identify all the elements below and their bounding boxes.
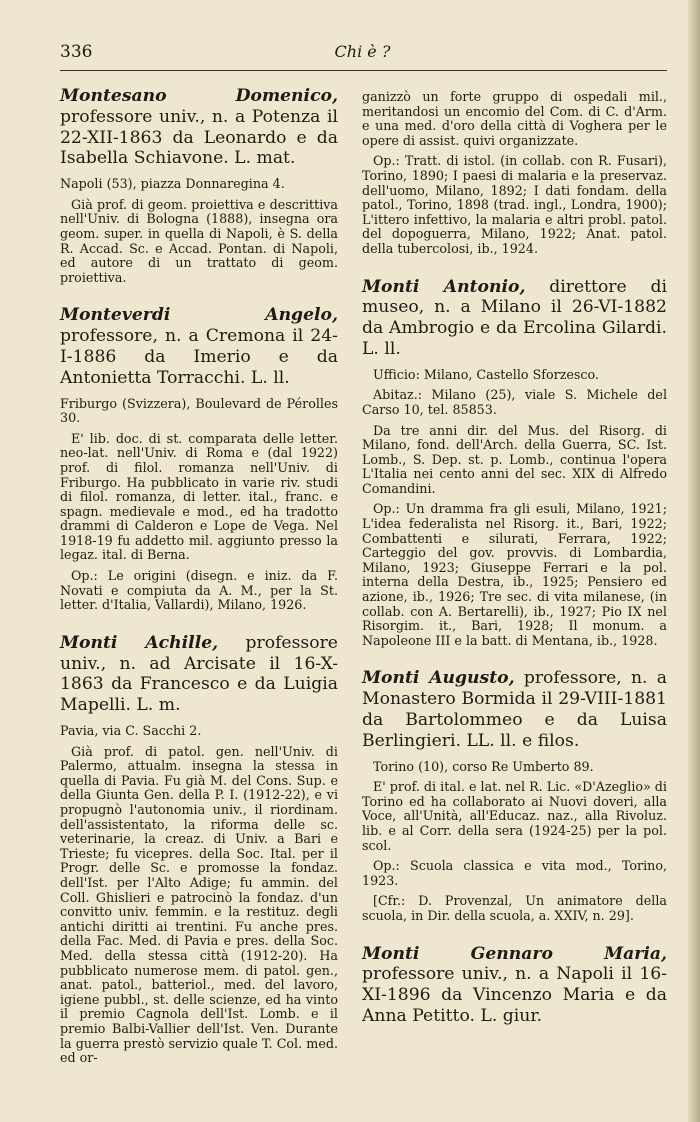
entry [362, 944, 667, 1027]
entry [362, 668, 667, 923]
entry-heading-text: direttore di museo, n. a Milano il 26-VI-1882 da Ambrogio e da Ercolina Gilardi. L. ll. [362, 276, 667, 359]
entry-heading [362, 277, 667, 360]
entry-paragraph: Già prof. di patol. gen. nell'Univ. di Palermo, attualm. insegna la stessa in quella di Pavia. Fu già M. del Cons. Sup. e della Giunta Gen. della P. I. (1912-22), e vi propugnò l'autonomia univ., il riordinam. dell'assistentato, la riforma delle sc. veterinarie, la creaz. di Univ. a Bari e Trieste; fu vicepres. della Soc. Ital. per il Progr. delle Sc. e promosse la fondaz. dell'Ist. per l'Alto Adige; fu ammin. del Coll. Ghislieri e patrocinò la fondaz. d'un convitto univ. femmin. e la restituz. degli antichi diritti ai trentini. Fu anche pres. della Fac. Med. di Pavia e pres. della Soc. Med. della stessa città (1912-20). Ha pubblicato numerose mem. di patol. gen., anat. patol., batteriol., med. del lavoro, igiene pubbl., st. delle scienze, ed ha vinto il premio Cagnola dell'Ist. Lomb. e il premio Balbi-Vallier dell'Ist. Ven. Durante la guerra prestò servizio quale T. Col. med. ed or- [60, 743, 338, 1066]
entry-paragraph: E' lib. doc. di st. comparata delle letter. neo-lat. nell'Univ. di Roma e (dal 1922) prof. di filol. romanza nell'Univ. di Friburgo. Ha pubblicato in varie riv. studi di filol. romanza, di letter. ital., franc. e spagn. medievale e mod., ed ha tradotto drammi di Calderon e Lope de Vega. Nel 1918-19 fu addetto mil. aggiunto presso la legaz. ital. di Berna. [60, 430, 338, 563]
entry-paragraph: Già prof. di geom. proiettiva e descrittiva nell'Univ. di Bologna (1888), insegna ora geom. super. in quella di Napoli, è S. della R. Accad. Sc. e Accad. Pontan. di Napoli, ed autore di un trattato di geom. proiettiva. [60, 196, 338, 285]
entry-heading [60, 305, 338, 388]
entry-address: Napoli (53), piazza Donnaregina 4. [60, 176, 285, 192]
entry-paragraph: E' prof. di ital. e lat. nel R. Lic. «D'Azeglio» di Torino ed ha collaborato ai Nuovi doveri, alla Voce, all'Unità, all'Educaz. naz., alla Rivoluz. lib. e al Corr. della sera (1924-25) per la pol. scol. [362, 779, 667, 853]
entry [60, 305, 338, 613]
entry-address: Pavia, via C. Sacchi 2. [60, 723, 202, 739]
page-header [60, 40, 665, 66]
entry-works: Op.: Scuola classica e vita mod., Torino, 1923. [362, 858, 667, 888]
entry-name: Monti Gennaro Maria, [362, 943, 667, 964]
page-edge [688, 0, 700, 1122]
entry-name: Montesano Domenico, [60, 86, 338, 106]
entry [362, 277, 667, 649]
entry-heading-text: professore univ., n. ad Arcisate il 16-X-1863 da Francesco e da Luigia Mapelli. L. m. [60, 632, 338, 716]
entry-name: Monti Augusto, [362, 668, 515, 689]
entry-reference: [Cfr.: D. Provenzal, Un animatore della scuola, in Dir. della scuola, a. XXIV, n. 29]. [362, 893, 667, 923]
entry-heading [362, 944, 667, 1027]
entry-paragraph: Da tre anni dir. del Mus. del Risorg. di Milano, fond. dell'Arch. della Guerra, SC. Ist. Lomb., S. Dep. st. p. Lomb., continua l'opera L'Italia nei cento anni del sec. XIX di Alfredo Comandini. [362, 422, 667, 496]
header-rule [60, 70, 667, 71]
entry-name: Monti Antonio, [362, 276, 526, 297]
entry-heading-text: professore, n. a Monastero Bormida il 29-VIII-1881 da Bartolommeo e da Luisa Berlingieri. LL. ll. e filos. [362, 668, 667, 751]
entry-works: Op.: Un dramma fra gli esuli, Milano, 1921; L'idea federalista nel Risorg. it., Bari, 1922; Combattenti e silurati, Ferrara, 1922; Carteggio del gov. provvis. di Lombardia, Milano, 1923; Giuseppe Ferrari e la pol. interna della Destra, ib., 1925; Pensiero ed azione, ib., 1926; Tre sec. di vita milanese, (in collab. con A. Bertarelli), ib., 1927; Pio IX nel Risorgim. it., Bari, 1928; Il monum. a Napoleone III e la batt. di Mentana, ib., 1928. [362, 501, 667, 648]
continued-paragraph: ganizzò un forte gruppo di ospedali mil., meritandosi un encomio del Com. di C. d'Arm. e una med. d'oro della città di Voghera per le opere di assist. quivi organizzate. [362, 89, 667, 148]
entry-heading-text: professore univ., n. a Napoli il 16-XI-1896 da Vincenzo Maria e da Anna Petitto. L. giur. [362, 964, 667, 1026]
entry [60, 86, 338, 285]
entry-works: Op.: Le origini (disegn. e iniz. da F. Novati e compiuta da A. M., per la St. letter. d'Italia, Vallardi), Milano, 1926. [60, 568, 338, 613]
running-title: Chi è ? [334, 42, 391, 61]
entry-paragraph: Torino (10), corso Re Umberto 89. [373, 758, 594, 774]
entry-name: Monteverdi Angelo, [60, 305, 338, 326]
entry-heading-text: professore univ., n. a Potenza il 22-XII-1863 da Leonardo e da Isabella Schiavone. L. mat. [60, 106, 338, 169]
entry [60, 633, 338, 1066]
entry-address: Friburgo (Svizzera), Boulevard de Pérolles 30. [60, 395, 338, 426]
entry-heading-text: professore, n. a Cremona il 24-I-1886 da Imerio e da Antonietta Torracchi. L. ll. [60, 326, 338, 388]
page-number: 336 [60, 42, 93, 62]
entry-heading [60, 633, 338, 716]
entry-works: Op.: Tratt. di istol. (in collab. con R. Fusari), Torino, 1890; I paesi di malaria e la preservaz. dell'uomo, Milano, 1892; I dati fondam. della patol., Torino, 1898 (trad. ingl., Londra, 1900); L'ittero infettivo, la malaria e altri probl. patol. del dopoguerra, Milano, 1922; Anat. patol. della tubercolosi, ib., 1924. [362, 153, 667, 256]
entry-name: Monti Achille, [60, 632, 219, 653]
entry-paragraph: Abitaz.: Milano (25), viale S. Michele del Carso 10, tel. 85853. [362, 387, 667, 417]
entry-heading [60, 86, 338, 169]
entry-paragraph: Ufficio: Milano, Castello Sforzesco. [373, 366, 599, 382]
entry-continuation [362, 90, 667, 257]
entry-heading [362, 668, 667, 751]
left-column [60, 86, 338, 1086]
right-column [362, 90, 667, 1047]
